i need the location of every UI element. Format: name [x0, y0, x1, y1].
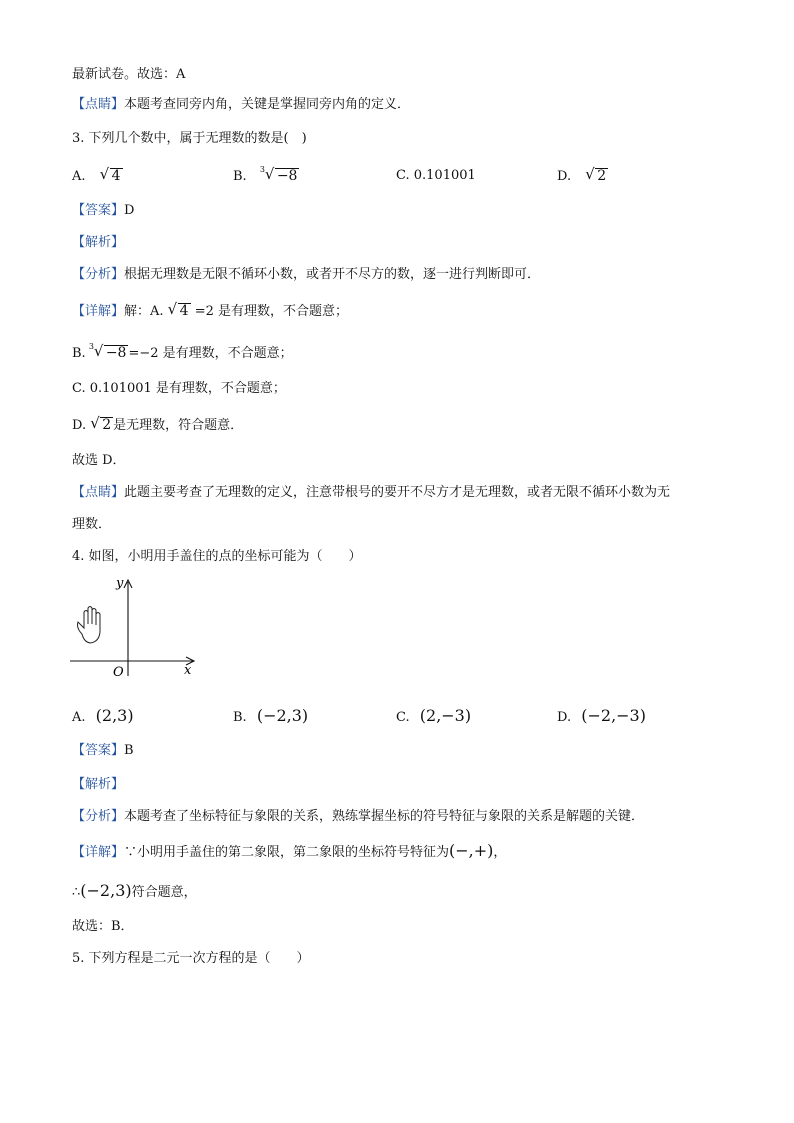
xiangjie-a-prefix: 解：A. [124, 304, 168, 319]
answer-value: B [124, 743, 134, 758]
therefore-symbol: ∴ [72, 885, 81, 900]
xiangjie-b-suffix: =−2 是有理数，不合题意； [128, 346, 293, 361]
radicand: 2 [102, 417, 112, 433]
question-4: 4. 如图，小明用手盖住的点的坐标可能为（ ） [72, 549, 362, 564]
dianjing-text: 此题主要考查了无理数的定义，注意带根号的要开不尽方才是无理数，或者无限不循环小数为无 [124, 485, 671, 500]
dianjing-tag: 【点睛】 [72, 485, 125, 500]
coordinate-figure [66, 572, 206, 684]
dianjing-3 [72, 484, 670, 502]
text-line-conclusion: 最新试卷。故选：A [72, 67, 186, 82]
sqrt-4-inline: √ 4 [167, 300, 189, 319]
q4-option-c [396, 706, 471, 728]
xiangjie-3-c: C. 0.101001 是有理数，不合题意； [72, 381, 286, 396]
q3-option-d-label: D. [557, 169, 572, 184]
xiangjie-d-suffix: 是无理数，符合题意． [113, 418, 244, 433]
hand-icon [78, 607, 101, 644]
fenxi-text: 本题考查了坐标特征与象限的关系，熟练掌握坐标的符号特征与象限的关系是解题的关键． [124, 809, 645, 824]
q4-option-d-value: (−2,−3) [581, 706, 646, 725]
xiangjie-b-prefix: B. [72, 346, 90, 361]
question-5: 5. 下列方程是二元一次方程的是（ ） [72, 951, 310, 966]
dianjing-text: 本题考查同旁内角，关键是掌握同旁内角的定义． [124, 97, 411, 112]
q3-option-a [72, 166, 123, 187]
q4-option-b-label: B. [233, 710, 247, 725]
fenxi-text: 根据无理数是无限不循环小数，或者开不尽方的数，逐一进行判断即可． [124, 267, 541, 282]
xiangjie-tag: 【详解】 [72, 845, 125, 860]
jiexi-tag-4: 【解析】 [72, 777, 125, 792]
answer-value: D [124, 203, 135, 218]
radicand: 4 [111, 168, 121, 184]
xiangjie-3-a [72, 302, 348, 321]
jiexi-tag-3: 【解析】 [72, 235, 125, 250]
q4-option-a-label: A. [72, 710, 86, 725]
fenxi-4 [72, 808, 644, 826]
q4-option-c-label: C. [396, 710, 410, 725]
radicand: 4 [179, 303, 189, 319]
sqrt-2-inline: √ 2 [90, 414, 112, 433]
answer-4 [72, 742, 134, 760]
xiangjie-3-b [72, 344, 293, 363]
sqrt-2: √ 2 [585, 165, 607, 184]
radicand: −8 [276, 168, 298, 184]
fenxi-3 [72, 266, 540, 284]
q4-option-b [233, 706, 308, 728]
origin-label: O [113, 665, 124, 680]
radicand: −8 [105, 345, 127, 361]
dianjing-line [72, 96, 410, 114]
coord-value: (−2,3) [80, 881, 132, 900]
xiangjie-text: ∵小明用手盖住的第二象限，第二象限的坐标符号特征为 [124, 845, 450, 860]
dianjing-3-cont: 理数． [72, 517, 112, 532]
q3-option-b-label: B. [233, 169, 247, 184]
q3-option-c: C. 0.101001 [396, 168, 476, 183]
question-3: 3. 下列几个数中，属于无理数的数是( ) [72, 131, 307, 146]
fenxi-tag: 【分析】 [72, 809, 125, 824]
xiangjie-d-prefix: D. [72, 418, 91, 433]
q4-option-a [72, 706, 134, 728]
q4-option-d [557, 706, 646, 728]
q3-option-b [233, 166, 299, 187]
xiangjie-a-suffix: =2 是有理数，不合题意； [190, 304, 349, 319]
answer-tag: 【答案】 [72, 743, 125, 758]
q4-option-d-label: D. [557, 710, 572, 725]
radical-index: 3 [259, 165, 265, 174]
answer-3 [72, 202, 134, 220]
guxuan-3: 故选 D． [72, 453, 126, 468]
xiangjie-4-conclusion [72, 882, 197, 902]
y-axis [124, 580, 132, 676]
q4-option-a-value: (2,3) [95, 706, 134, 725]
conclusion-text: 符合题意， [131, 885, 197, 900]
xiangjie-end: ， [493, 845, 507, 860]
guxuan-4: 故选：B． [72, 919, 134, 934]
cbrt-neg8-inline: 3 √ −8 [94, 344, 129, 362]
x-axis [70, 657, 194, 665]
q4-option-b-value: (−2,3) [256, 706, 309, 725]
radical-index: 3 [88, 342, 94, 351]
answer-tag: 【答案】 [72, 203, 125, 218]
dianjing-tag: 【点睛】 [72, 97, 125, 112]
sign-pattern: (−,+) [449, 841, 494, 860]
x-axis-label: x [184, 663, 192, 678]
q3-option-a-label: A. [72, 169, 86, 184]
xiangjie-tag: 【详解】 [72, 304, 125, 319]
q4-option-c-value: (2,−3) [419, 706, 472, 725]
q3-option-d [557, 166, 608, 187]
xiangjie-3-d [72, 416, 243, 435]
y-axis-label: y [116, 576, 124, 591]
fenxi-tag: 【分析】 [72, 267, 125, 282]
sqrt-4: √ 4 [99, 165, 121, 184]
xiangjie-4 [72, 842, 506, 862]
radicand: 2 [597, 168, 607, 184]
cbrt-neg8: 3 √ −8 [265, 166, 300, 186]
